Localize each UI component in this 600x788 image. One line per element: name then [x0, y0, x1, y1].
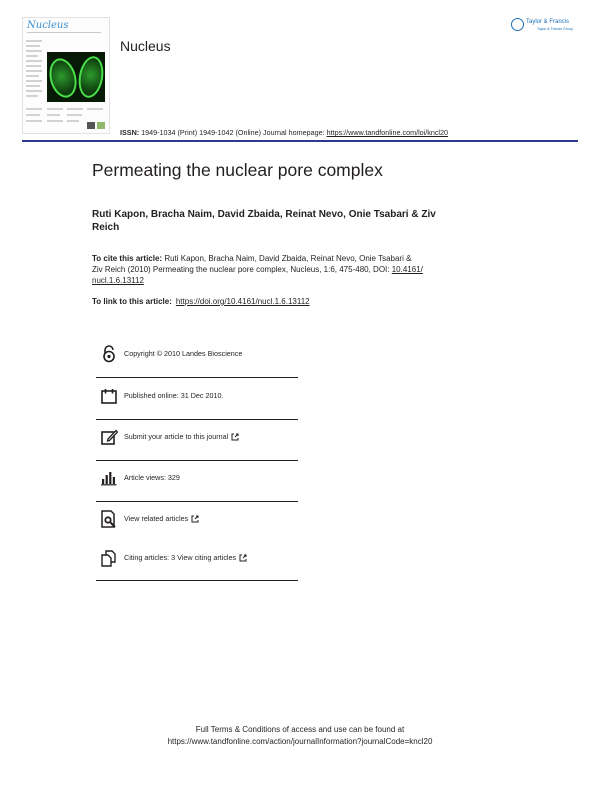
cite-text: Ruti Kapon, Bracha Naim, David Zbaida, Reinat Nevo, Onie Tsabari &: [164, 254, 412, 263]
header-divider: [22, 140, 578, 142]
footer-text: Full Terms & Conditions of access and use can be found at: [195, 725, 405, 734]
calendar-icon: [100, 387, 118, 405]
cite-doi-link[interactable]: nucl.1.6.13112: [92, 276, 144, 285]
author-list: [92, 208, 502, 234]
article-views-row: [96, 469, 298, 489]
row-divider: [96, 377, 298, 378]
cite-text: Ziv Reich (2010) Permeating the nuclear pore complex, Nucleus, 1:6, 475-480, DOI:: [92, 265, 390, 274]
issn-label: ISSN:: [120, 128, 140, 137]
article-link-line: [92, 297, 310, 306]
publisher-name: Taylor & Francis: [526, 19, 570, 25]
row-divider: [96, 419, 298, 420]
publisher-logo-icon: [511, 18, 524, 31]
citing-articles-row[interactable]: [96, 549, 298, 569]
article-views-text: Article views: 329: [124, 473, 180, 482]
footer: [0, 724, 600, 748]
cite-doi-link[interactable]: 10.4161/: [391, 265, 423, 274]
cover-micrograph: [47, 52, 105, 102]
journal-cover-image: [22, 17, 110, 134]
documents-icon: [100, 549, 118, 567]
issn-text: 1949-1034 (Print) 1949-1042 (Online) Journal homepage:: [141, 128, 325, 137]
article-doi-link[interactable]: https://doi.org/10.4161/nucl.1.6.13112: [175, 297, 310, 306]
publisher-sub: Taylor & Francis Group: [537, 27, 573, 31]
copyright-row: [96, 345, 298, 365]
copyright-text: Copyright © 2010 Landes Bioscience: [124, 349, 243, 358]
document-search-icon: [100, 510, 118, 528]
submit-article-row[interactable]: [96, 428, 298, 448]
external-link-icon: [239, 554, 247, 562]
edit-icon: [100, 428, 118, 446]
related-articles-row[interactable]: [96, 510, 298, 530]
citation-block: [92, 253, 502, 286]
citing-articles-link[interactable]: Citing articles: 3 View citing articles: [124, 553, 237, 562]
row-divider: [96, 460, 298, 461]
open-access-icon: [100, 345, 118, 363]
published-text: Published online: 31 Dec 2010.: [124, 391, 224, 400]
submit-article-link[interactable]: Submit your article to this journal: [124, 432, 229, 441]
bar-chart-icon: [100, 469, 118, 487]
cite-label: To cite this article:: [92, 254, 163, 263]
article-title: Permeating the nuclear pore complex: [92, 160, 383, 180]
authors-line: Ruti Kapon, Bracha Naim, David Zbaida, Reinat Nevo, Onie Tsabari & Ziv: [92, 209, 436, 220]
cover-title: Nucleus: [27, 20, 69, 31]
row-divider: [96, 501, 298, 502]
external-link-icon: [191, 515, 199, 523]
external-link-icon: [231, 433, 239, 441]
authors-line: Reich: [92, 222, 120, 233]
issn-line: [120, 128, 448, 137]
published-row: [96, 387, 298, 407]
row-divider: [96, 580, 298, 581]
terms-link[interactable]: https://www.tandfonline.com/action/journalInformation?journalCode=kncl20: [167, 737, 433, 746]
link-label: To link to this article:: [92, 297, 172, 306]
journal-title[interactable]: Nucleus: [120, 38, 171, 54]
publisher-logo[interactable]: [511, 18, 581, 34]
related-articles-link[interactable]: View related articles: [124, 514, 189, 523]
journal-homepage-link[interactable]: https://www.tandfonline.com/loi/kncl20: [326, 128, 449, 137]
